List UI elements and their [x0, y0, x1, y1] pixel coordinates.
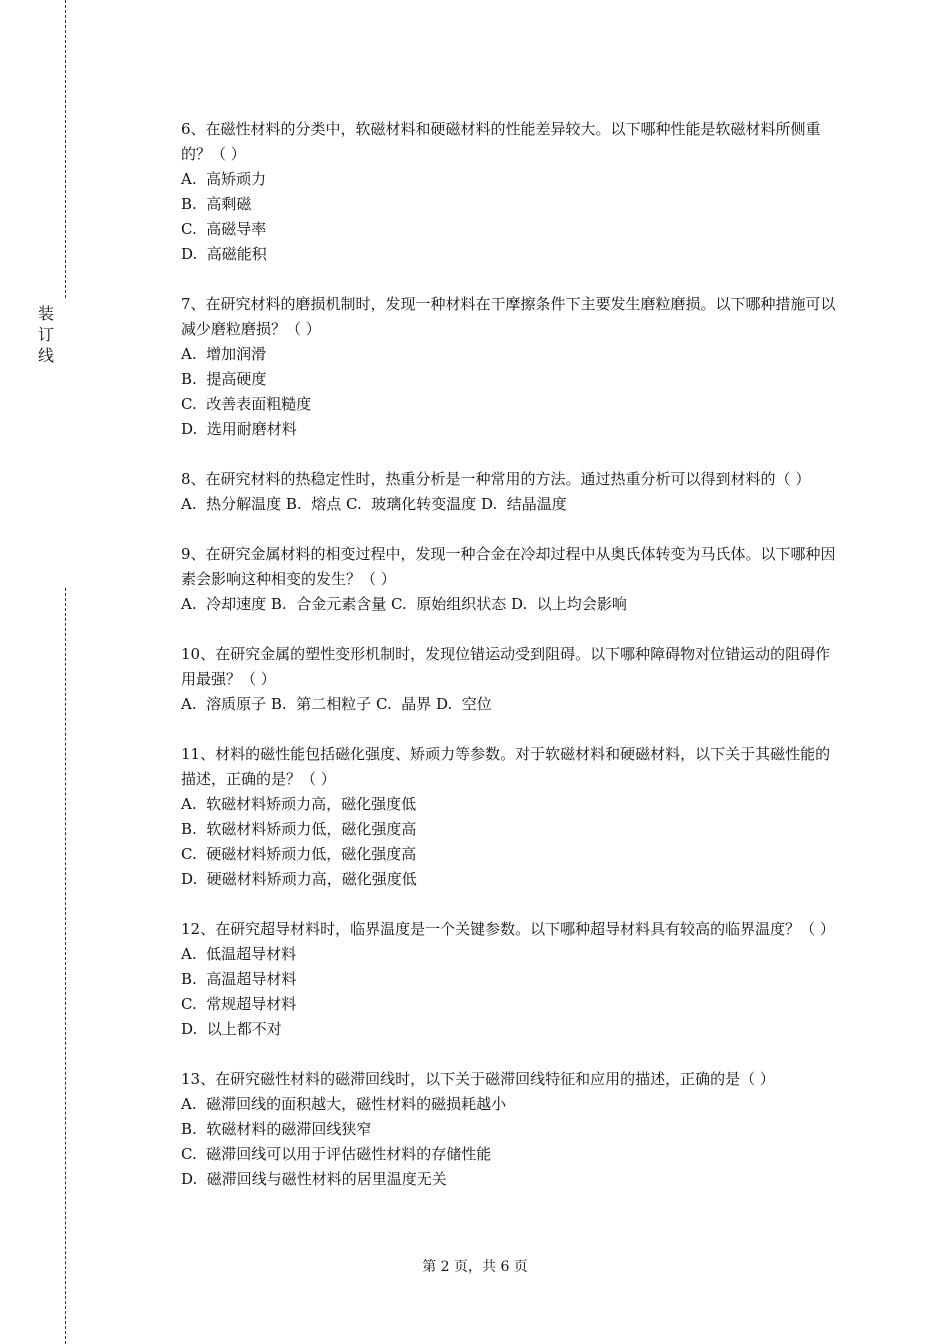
option-a: A. 磁滞回线的面积越大，磁性材料的磁损耗越小 — [181, 1095, 507, 1113]
question-stem: 9、在研究金属材料的相变过程中，发现一种合金在冷却过程中从奥氏体转变为马氏体。以下哪种因素会影响这种相变的发生？（ ） — [181, 545, 836, 588]
options-line: A. 溶质原子 B. 第二相粒子 C. 晶界 D. 空位 — [181, 695, 492, 713]
option-c: C. 硬磁材料矫顽力低，磁化强度高 — [181, 845, 417, 863]
option-b: B. 提高硬度 — [181, 370, 267, 388]
option-d: D. 磁滞回线与磁性材料的居里温度无关 — [181, 1170, 447, 1188]
question-stem: 8、在研究材料的热稳定性时，热重分析是一种常用的方法。通过热重分析可以得到材料的（ ） — [181, 470, 811, 488]
option-d: D. 硬磁材料矫顽力高，磁化强度低 — [181, 870, 417, 888]
binding-char: 线 — [37, 346, 54, 365]
question-10 — [181, 642, 841, 717]
option-d: D. 高磁能积 — [181, 245, 267, 263]
question-9 — [181, 542, 841, 617]
question-13 — [181, 1067, 841, 1192]
question-stem: 6、在磁性材料的分类中，软磁材料和硬磁材料的性能差异较大。以下哪种性能是软磁材料所侧重的？（ ） — [181, 120, 821, 163]
question-6 — [181, 117, 841, 267]
question-12 — [181, 917, 841, 1042]
question-stem: 10、在研究金属的塑性变形机制时，发现位错运动受到阻碍。以下哪种障碍物对位错运动的阻碍作用最强？（ ） — [181, 645, 831, 688]
option-d: D. 选用耐磨材料 — [181, 420, 297, 438]
option-a: A. 低温超导材料 — [181, 945, 297, 963]
option-c: C. 改善表面粗糙度 — [181, 395, 312, 413]
option-b: B. 软磁材料的磁滞回线狭窄 — [181, 1120, 372, 1138]
question-8 — [181, 467, 841, 517]
option-a: A. 高矫顽力 — [181, 170, 267, 188]
question-7 — [181, 292, 841, 442]
option-a: A. 增加润滑 — [181, 345, 267, 363]
binding-line-top — [65, 0, 66, 298]
binding-char: 装 — [37, 304, 54, 323]
option-d: D. 以上都不对 — [181, 1020, 282, 1038]
binding-char: 订 — [37, 325, 54, 344]
question-11 — [181, 742, 841, 892]
option-b: B. 高剩磁 — [181, 195, 252, 213]
option-b: B. 高温超导材料 — [181, 970, 297, 988]
option-c: C. 常规超导材料 — [181, 995, 297, 1013]
question-list — [181, 117, 841, 1217]
options-line: A. 热分解温度 B. 熔点 C. 玻璃化转变温度 D. 结晶温度 — [181, 495, 567, 513]
option-c: C. 高磁导率 — [181, 220, 267, 238]
option-c: C. 磁滞回线可以用于评估磁性材料的存储性能 — [181, 1145, 492, 1163]
question-stem: 7、在研究材料的磨损机制时，发现一种材料在干摩擦条件下主要发生磨粒磨损。以下哪种措施可以减少磨粒磨损？（ ） — [181, 295, 836, 338]
question-stem: 12、在研究超导材料时，临界温度是一个关键参数。以下哪种超导材料具有较高的临界温度？（ ） — [181, 920, 835, 938]
option-a: A. 软磁材料矫顽力高，磁化强度低 — [181, 795, 417, 813]
options-line: A. 冷却速度 B. 合金元素含量 C. 原始组织状态 D. 以上均会影响 — [181, 595, 627, 613]
question-stem: 11、材料的磁性能包括磁化强度、矫顽力等参数。对于软磁材料和硬磁材料，以下关于其磁性能的描述，正确的是？（ ） — [181, 745, 831, 788]
binding-label — [36, 303, 56, 366]
page-footer: 第 2 页，共 6 页 — [422, 1259, 528, 1275]
binding-line-bottom — [65, 588, 66, 1344]
option-b: B. 软磁材料矫顽力低，磁化强度高 — [181, 820, 417, 838]
question-stem: 13、在研究磁性材料的磁滞回线时，以下关于磁滞回线特征和应用的描述，正确的是（ ） — [181, 1070, 775, 1088]
